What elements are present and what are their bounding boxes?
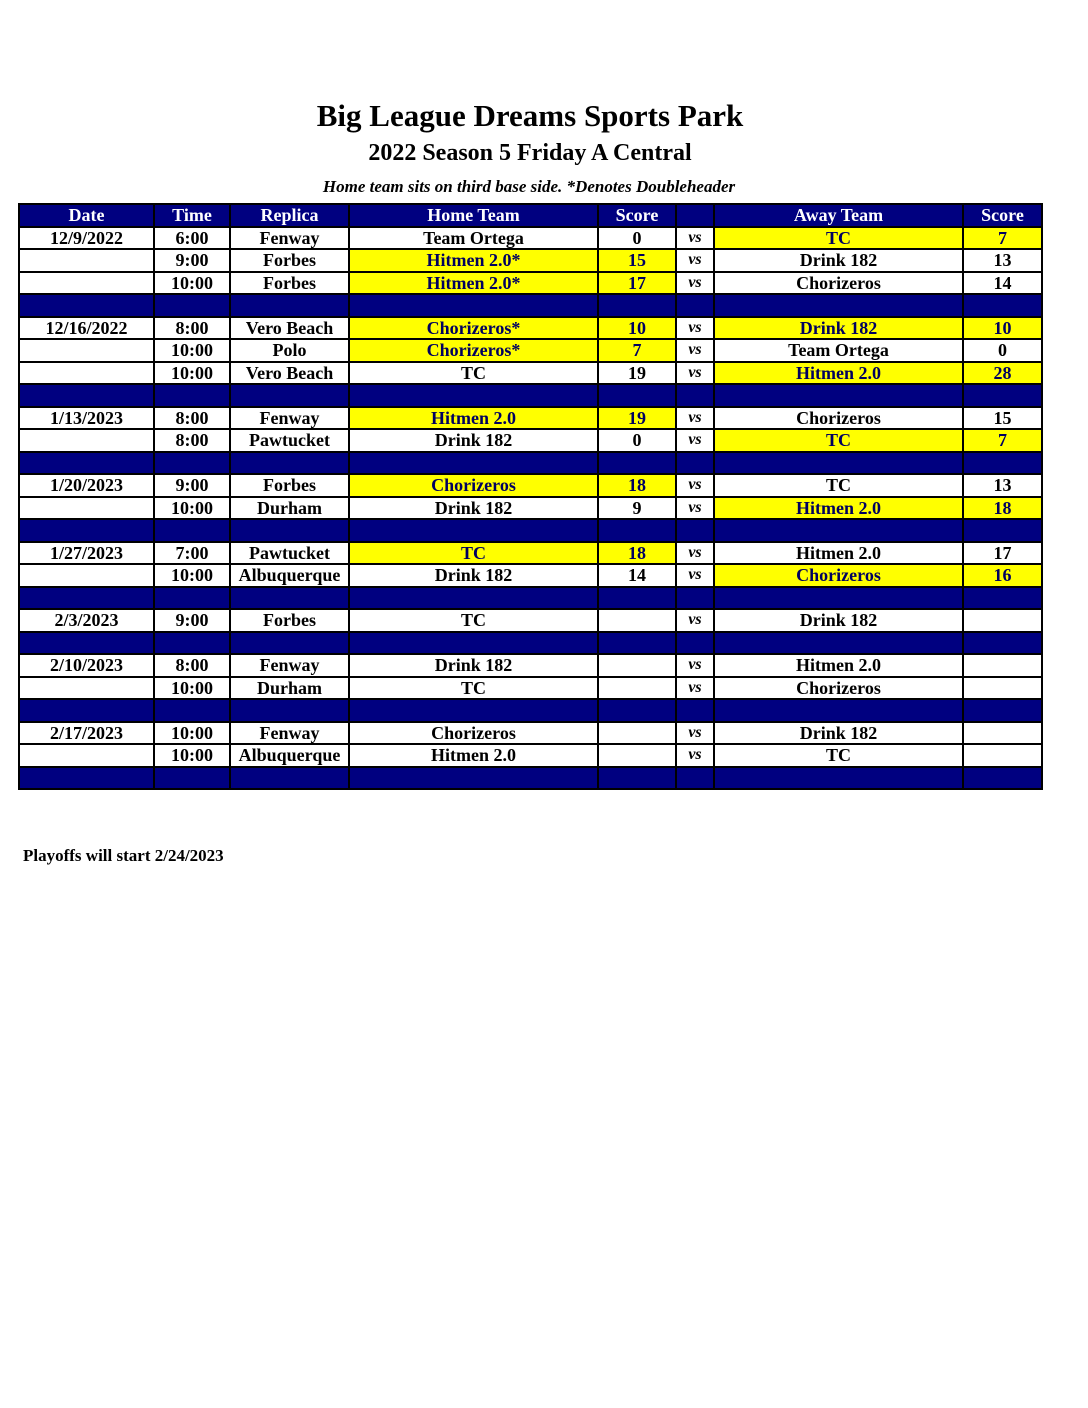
away-team-cell: Chorizeros — [714, 407, 963, 430]
away-team-cell: Hitmen 2.0 — [714, 654, 963, 677]
replica-cell: Forbes — [230, 249, 349, 272]
separator-cell — [963, 384, 1042, 407]
date-cell — [19, 272, 154, 295]
header-home-score: Score — [598, 204, 676, 227]
replica-cell: Durham — [230, 677, 349, 700]
separator-cell — [598, 632, 676, 655]
replica-cell: Fenway — [230, 722, 349, 745]
date-cell: 2/10/2023 — [19, 654, 154, 677]
vs-cell: vs — [676, 542, 714, 565]
away-score-cell: 18 — [963, 497, 1042, 520]
game-row — [19, 429, 1042, 452]
separator-cell — [714, 294, 963, 317]
away-team-cell: Drink 182 — [714, 249, 963, 272]
separator-cell — [230, 294, 349, 317]
separator-cell — [714, 587, 963, 610]
separator-cell — [230, 384, 349, 407]
away-team-cell: Drink 182 — [714, 609, 963, 632]
separator-cell — [19, 384, 154, 407]
separator-cell — [963, 452, 1042, 475]
separator-cell — [963, 699, 1042, 722]
week-separator-row — [19, 294, 1042, 317]
separator-cell — [349, 699, 598, 722]
away-team-cell: TC — [714, 227, 963, 250]
home-team-cell: Hitmen 2.0 — [349, 744, 598, 767]
away-team-cell: Hitmen 2.0 — [714, 362, 963, 385]
separator-cell — [19, 699, 154, 722]
home-team-cell: Drink 182 — [349, 654, 598, 677]
header-home-team: Home Team — [349, 204, 598, 227]
away-team-cell: Chorizeros — [714, 564, 963, 587]
home-score-cell — [598, 744, 676, 767]
page-title: Big League Dreams Sports Park — [316, 98, 744, 133]
replica-cell: Pawtucket — [230, 429, 349, 452]
date-cell — [19, 249, 154, 272]
replica-cell: Albuquerque — [230, 564, 349, 587]
away-score-cell: 14 — [963, 272, 1042, 295]
vs-cell: vs — [676, 317, 714, 340]
header-away-score: Score — [963, 204, 1042, 227]
game-row — [19, 722, 1042, 745]
time-cell: 7:00 — [154, 542, 230, 565]
schedule-note: Home team sits on third base side. *Denotes Doubleheader — [322, 177, 736, 196]
separator-cell — [714, 452, 963, 475]
time-cell: 9:00 — [154, 474, 230, 497]
home-score-cell: 14 — [598, 564, 676, 587]
separator-cell — [963, 519, 1042, 542]
away-team-cell: Chorizeros — [714, 677, 963, 700]
time-cell: 8:00 — [154, 317, 230, 340]
game-row — [19, 654, 1042, 677]
separator-cell — [154, 294, 230, 317]
game-row — [19, 227, 1042, 250]
away-team-cell: Drink 182 — [714, 317, 963, 340]
home-team-cell: Hitmen 2.0* — [349, 272, 598, 295]
home-team-cell: TC — [349, 542, 598, 565]
away-score-cell: 15 — [963, 407, 1042, 430]
separator-cell — [714, 519, 963, 542]
away-team-cell: TC — [714, 429, 963, 452]
separator-cell — [230, 699, 349, 722]
separator-cell — [598, 767, 676, 790]
home-team-cell: Drink 182 — [349, 497, 598, 520]
playoffs-note: Playoffs will start 2/24/2023 — [23, 846, 224, 865]
separator-cell — [676, 384, 714, 407]
home-score-cell: 0 — [598, 429, 676, 452]
date-cell — [19, 339, 154, 362]
away-score-cell — [963, 609, 1042, 632]
replica-cell: Durham — [230, 497, 349, 520]
time-cell: 10:00 — [154, 564, 230, 587]
separator-cell — [598, 519, 676, 542]
time-cell: 9:00 — [154, 249, 230, 272]
game-row — [19, 474, 1042, 497]
separator-cell — [598, 699, 676, 722]
game-row — [19, 609, 1042, 632]
home-score-cell: 19 — [598, 362, 676, 385]
game-row — [19, 339, 1042, 362]
date-cell — [19, 564, 154, 587]
home-score-cell: 19 — [598, 407, 676, 430]
separator-cell — [230, 452, 349, 475]
vs-cell: vs — [676, 677, 714, 700]
away-score-cell: 7 — [963, 429, 1042, 452]
home-team-cell: Drink 182 — [349, 564, 598, 587]
separator-cell — [349, 384, 598, 407]
home-score-cell: 7 — [598, 339, 676, 362]
home-score-cell — [598, 677, 676, 700]
away-score-cell: 17 — [963, 542, 1042, 565]
game-row — [19, 744, 1042, 767]
away-score-cell: 10 — [963, 317, 1042, 340]
separator-cell — [19, 519, 154, 542]
away-team-cell: Chorizeros — [714, 272, 963, 295]
away-score-cell: 13 — [963, 249, 1042, 272]
separator-cell — [349, 632, 598, 655]
replica-cell: Vero Beach — [230, 317, 349, 340]
home-score-cell — [598, 609, 676, 632]
separator-cell — [349, 452, 598, 475]
separator-cell — [676, 699, 714, 722]
game-row — [19, 564, 1042, 587]
date-cell: 12/16/2022 — [19, 317, 154, 340]
vs-cell: vs — [676, 474, 714, 497]
replica-cell: Albuquerque — [230, 744, 349, 767]
home-team-cell: Chorizeros* — [349, 339, 598, 362]
away-team-cell: Drink 182 — [714, 722, 963, 745]
separator-cell — [963, 294, 1042, 317]
home-team-cell: TC — [349, 609, 598, 632]
time-cell: 10:00 — [154, 677, 230, 700]
separator-cell — [154, 699, 230, 722]
home-score-cell: 9 — [598, 497, 676, 520]
separator-cell — [154, 767, 230, 790]
date-cell: 1/13/2023 — [19, 407, 154, 430]
date-cell — [19, 677, 154, 700]
separator-cell — [154, 384, 230, 407]
time-cell: 10:00 — [154, 744, 230, 767]
date-cell — [19, 497, 154, 520]
date-cell: 12/9/2022 — [19, 227, 154, 250]
separator-cell — [19, 767, 154, 790]
time-cell: 9:00 — [154, 609, 230, 632]
game-row — [19, 407, 1042, 430]
separator-cell — [154, 519, 230, 542]
vs-cell: vs — [676, 407, 714, 430]
week-separator-row — [19, 632, 1042, 655]
separator-cell — [714, 699, 963, 722]
vs-cell: vs — [676, 362, 714, 385]
home-score-cell: 18 — [598, 474, 676, 497]
replica-cell: Forbes — [230, 272, 349, 295]
game-row — [19, 677, 1042, 700]
separator-cell — [676, 294, 714, 317]
separator-cell — [19, 294, 154, 317]
separator-cell — [349, 294, 598, 317]
week-separator-row — [19, 452, 1042, 475]
separator-cell — [714, 632, 963, 655]
time-cell: 10:00 — [154, 362, 230, 385]
home-score-cell: 18 — [598, 542, 676, 565]
vs-cell: vs — [676, 722, 714, 745]
week-separator-row — [19, 587, 1042, 610]
home-team-cell: Chorizeros — [349, 474, 598, 497]
time-cell: 6:00 — [154, 227, 230, 250]
away-team-cell: TC — [714, 474, 963, 497]
home-score-cell: 0 — [598, 227, 676, 250]
home-team-cell: Hitmen 2.0* — [349, 249, 598, 272]
vs-cell: vs — [676, 744, 714, 767]
separator-cell — [349, 767, 598, 790]
week-separator-row — [19, 767, 1042, 790]
vs-cell: vs — [676, 654, 714, 677]
header-time: Time — [154, 204, 230, 227]
home-score-cell: 10 — [598, 317, 676, 340]
separator-cell — [714, 767, 963, 790]
time-cell: 10:00 — [154, 339, 230, 362]
vs-cell: vs — [676, 339, 714, 362]
time-cell: 8:00 — [154, 429, 230, 452]
separator-cell — [154, 632, 230, 655]
separator-cell — [598, 294, 676, 317]
away-score-cell: 28 — [963, 362, 1042, 385]
date-cell — [19, 744, 154, 767]
home-score-cell — [598, 654, 676, 677]
away-score-cell: 0 — [963, 339, 1042, 362]
away-score-cell: 7 — [963, 227, 1042, 250]
away-score-cell: 16 — [963, 564, 1042, 587]
separator-cell — [349, 519, 598, 542]
date-cell: 2/3/2023 — [19, 609, 154, 632]
vs-cell: vs — [676, 429, 714, 452]
home-team-cell: Team Ortega — [349, 227, 598, 250]
home-team-cell: Chorizeros — [349, 722, 598, 745]
game-row — [19, 272, 1042, 295]
page-subtitle: 2022 Season 5 Friday A Central — [368, 140, 692, 166]
away-score-cell — [963, 722, 1042, 745]
time-cell: 8:00 — [154, 654, 230, 677]
separator-cell — [230, 632, 349, 655]
date-cell — [19, 362, 154, 385]
game-row — [19, 249, 1042, 272]
away-score-cell — [963, 654, 1042, 677]
replica-cell: Fenway — [230, 407, 349, 430]
separator-cell — [963, 587, 1042, 610]
date-cell: 2/17/2023 — [19, 722, 154, 745]
separator-cell — [676, 767, 714, 790]
away-team-cell: Hitmen 2.0 — [714, 542, 963, 565]
separator-cell — [349, 587, 598, 610]
home-score-cell: 17 — [598, 272, 676, 295]
replica-cell: Vero Beach — [230, 362, 349, 385]
separator-cell — [963, 632, 1042, 655]
week-separator-row — [19, 519, 1042, 542]
game-row — [19, 542, 1042, 565]
separator-cell — [676, 632, 714, 655]
vs-cell: vs — [676, 227, 714, 250]
separator-cell — [230, 519, 349, 542]
home-team-cell: Chorizeros* — [349, 317, 598, 340]
replica-cell: Pawtucket — [230, 542, 349, 565]
away-team-cell: TC — [714, 744, 963, 767]
separator-cell — [598, 587, 676, 610]
vs-cell: vs — [676, 564, 714, 587]
away-team-cell: Team Ortega — [714, 339, 963, 362]
header-row — [19, 204, 1042, 227]
separator-cell — [154, 452, 230, 475]
schedule-table — [18, 203, 1043, 790]
separator-cell — [598, 384, 676, 407]
header-replica: Replica — [230, 204, 349, 227]
week-separator-row — [19, 384, 1042, 407]
home-team-cell: TC — [349, 677, 598, 700]
home-team-cell: TC — [349, 362, 598, 385]
game-row — [19, 362, 1042, 385]
vs-cell: vs — [676, 497, 714, 520]
separator-cell — [19, 587, 154, 610]
replica-cell: Polo — [230, 339, 349, 362]
home-score-cell: 15 — [598, 249, 676, 272]
vs-cell: vs — [676, 272, 714, 295]
vs-cell: vs — [676, 609, 714, 632]
week-separator-row — [19, 699, 1042, 722]
replica-cell: Forbes — [230, 609, 349, 632]
header-vs — [676, 204, 714, 227]
game-row — [19, 497, 1042, 520]
away-score-cell — [963, 677, 1042, 700]
separator-cell — [19, 632, 154, 655]
replica-cell: Forbes — [230, 474, 349, 497]
replica-cell: Fenway — [230, 654, 349, 677]
separator-cell — [230, 767, 349, 790]
home-team-cell: Hitmen 2.0 — [349, 407, 598, 430]
time-cell: 10:00 — [154, 722, 230, 745]
date-cell: 1/27/2023 — [19, 542, 154, 565]
separator-cell — [598, 452, 676, 475]
away-team-cell: Hitmen 2.0 — [714, 497, 963, 520]
date-cell — [19, 429, 154, 452]
separator-cell — [676, 519, 714, 542]
time-cell: 10:00 — [154, 497, 230, 520]
time-cell: 10:00 — [154, 272, 230, 295]
separator-cell — [963, 767, 1042, 790]
away-score-cell: 13 — [963, 474, 1042, 497]
header-away-team: Away Team — [714, 204, 963, 227]
header-date: Date — [19, 204, 154, 227]
separator-cell — [714, 384, 963, 407]
home-team-cell: Drink 182 — [349, 429, 598, 452]
home-score-cell — [598, 722, 676, 745]
away-score-cell — [963, 744, 1042, 767]
vs-cell: vs — [676, 249, 714, 272]
time-cell: 8:00 — [154, 407, 230, 430]
replica-cell: Fenway — [230, 227, 349, 250]
separator-cell — [154, 587, 230, 610]
date-cell: 1/20/2023 — [19, 474, 154, 497]
separator-cell — [230, 587, 349, 610]
separator-cell — [19, 452, 154, 475]
separator-cell — [676, 587, 714, 610]
game-row — [19, 317, 1042, 340]
separator-cell — [676, 452, 714, 475]
